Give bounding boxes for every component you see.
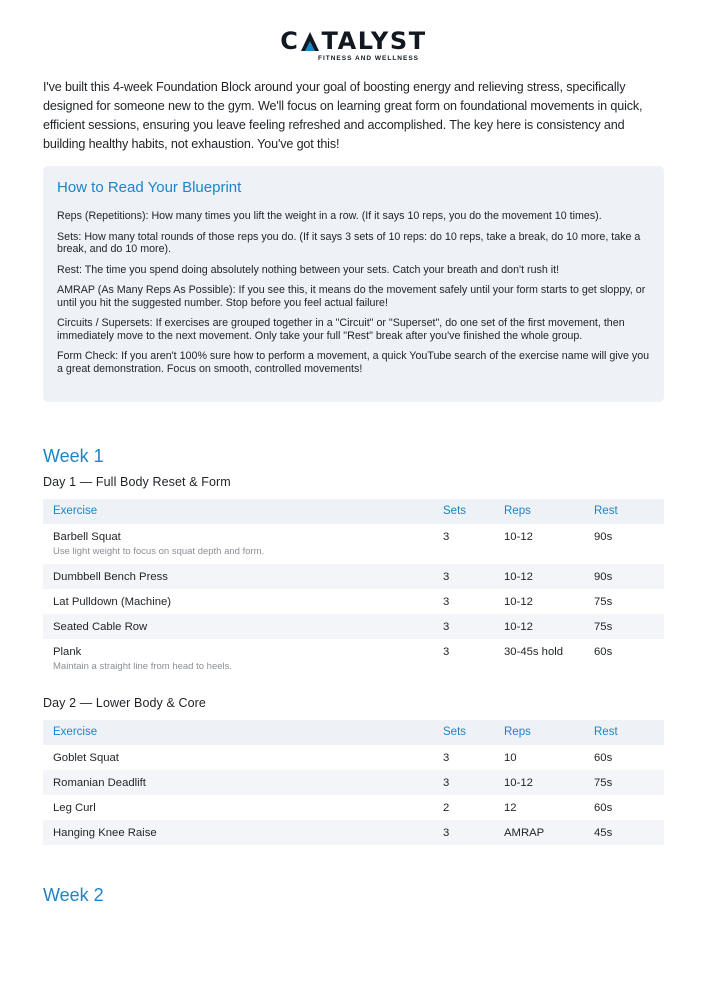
table-row [43,795,664,820]
exercise-name: Lat Pulldown (Machine) [53,596,172,608]
exercise-rest: 60s [594,752,613,764]
exercise-rest: 90s [594,531,613,543]
exercise-reps: 10-12 [504,596,533,608]
exercise-sets: 3 [443,531,450,543]
header-reps: Reps [504,726,531,738]
exercise-rest: 60s [594,646,613,658]
exercise-sets: 3 [443,777,450,789]
header-exercise: Exercise [53,505,98,517]
exercise-reps: 10-12 [504,621,533,633]
header-reps: Reps [504,505,531,517]
blueprint-item-rest: Rest: The time you spend doing absolutely nothing between your sets. Catch your breath and don't rush it! [57,263,560,276]
blueprint-item-sets: Sets: How many total rounds of those reps you do. (If it says 3 sets of 10 reps: do 10 reps, take a break, do 10 more, take a break, and do 10 more). [57,230,641,255]
exercise-sets: 2 [443,802,450,814]
blueprint-title: How to Read Your Blueprint [57,179,242,196]
exercise-sets: 3 [443,596,450,608]
table-header [43,720,664,745]
exercise-sets: 3 [443,621,450,633]
exercise-name: Barbell Squat [53,531,121,543]
exercise-reps: 10 [504,752,517,764]
week-2-title: Week 2 [43,885,104,905]
day-1-table [43,499,664,679]
table-row [43,745,664,770]
exercise-rest: 75s [594,621,613,633]
exercise-name: Dumbbell Bench Press [53,571,168,583]
day-2-table [43,720,664,845]
exercise-name: Plank [53,646,82,658]
week-1-title: Week 1 [43,446,104,466]
exercise-note: Use light weight to focus on squat depth and form. [53,546,265,557]
exercise-name: Leg Curl [53,802,96,814]
header-rest: Rest [594,505,618,517]
triangle-logo-icon [301,32,319,51]
exercise-rest: 60s [594,802,613,814]
table-row [43,589,664,614]
blueprint-item-reps: Reps (Repetitions): How many times you lift the weight in a row. (If it says 10 reps, you do the movement 10 times). [57,210,602,222]
exercise-sets: 3 [443,646,450,658]
day-1-title: Day 1 — Full Body Reset & Form [43,475,231,489]
logo-tagline: FITNESS AND WELLNESS [317,55,419,62]
exercise-reps: 12 [504,802,517,814]
table-row [43,524,664,564]
exercise-reps: 10-12 [504,571,533,583]
exercise-sets: 3 [443,827,450,839]
blueprint-item-amrap: AMRAP (As Many Reps As Possible): If you see this, it means do the movement safely until your form starts to get sloppy, or until you hit the suggested number. Stop before you feel actual failure! [57,284,646,309]
table-row [43,770,664,795]
intro-paragraph: I've built this 4-week Foundation Block around your goal of boosting energy and relieving stress, specifically designed for someone new to the gym. We'll focus on learning great form on foundational movements in quick, efficient sessions, ensuring you leave feeling refreshed and accomplished. The key here is consistency and building healthy habits, not exhaustion. You've got this! [43,80,643,151]
header-sets: Sets [443,726,467,738]
table-row [43,614,664,639]
logo-wordmark: C TALYST [280,27,427,55]
exercise-name: Hanging Knee Raise [53,827,157,839]
table-row [43,564,664,589]
exercise-rest: 90s [594,571,613,583]
exercise-reps: 10-12 [504,531,533,543]
blueprint-box [43,166,664,402]
exercise-sets: 3 [443,571,450,583]
exercise-reps: AMRAP [504,827,545,839]
header-rest: Rest [594,726,618,738]
header-exercise: Exercise [53,726,98,738]
exercise-rest: 45s [594,827,613,839]
table-row [43,820,664,845]
header-sets: Sets [443,505,467,517]
day-2-title: Day 2 — Lower Body & Core [43,696,206,710]
exercise-name: Romanian Deadlift [53,777,146,789]
table-row [43,639,664,679]
exercise-reps: 10-12 [504,777,533,789]
exercise-sets: 3 [443,752,450,764]
blueprint-item-circuits: Circuits / Supersets: If exercises are grouped together in a "Circuit" or "Superset", do one set of the first movement, then immediately move to the next movement. Only take your full "Rest" break after you've finished the whole group. [57,317,625,342]
table-header [43,499,664,524]
exercise-reps: 30-45s hold [504,646,564,658]
blueprint-item-form-check: Form Check: If you aren't 100% sure how to perform a movement, a quick YouTube search of the exercise name will give you a great demonstration. Focus on smooth, controlled movements! [57,350,650,375]
exercise-rest: 75s [594,777,613,789]
exercise-rest: 75s [594,596,613,608]
exercise-note: Maintain a straight line from head to heels. [53,661,233,672]
exercise-name: Seated Cable Row [53,621,148,633]
exercise-name: Goblet Squat [53,752,119,764]
brand-logo [43,28,664,62]
